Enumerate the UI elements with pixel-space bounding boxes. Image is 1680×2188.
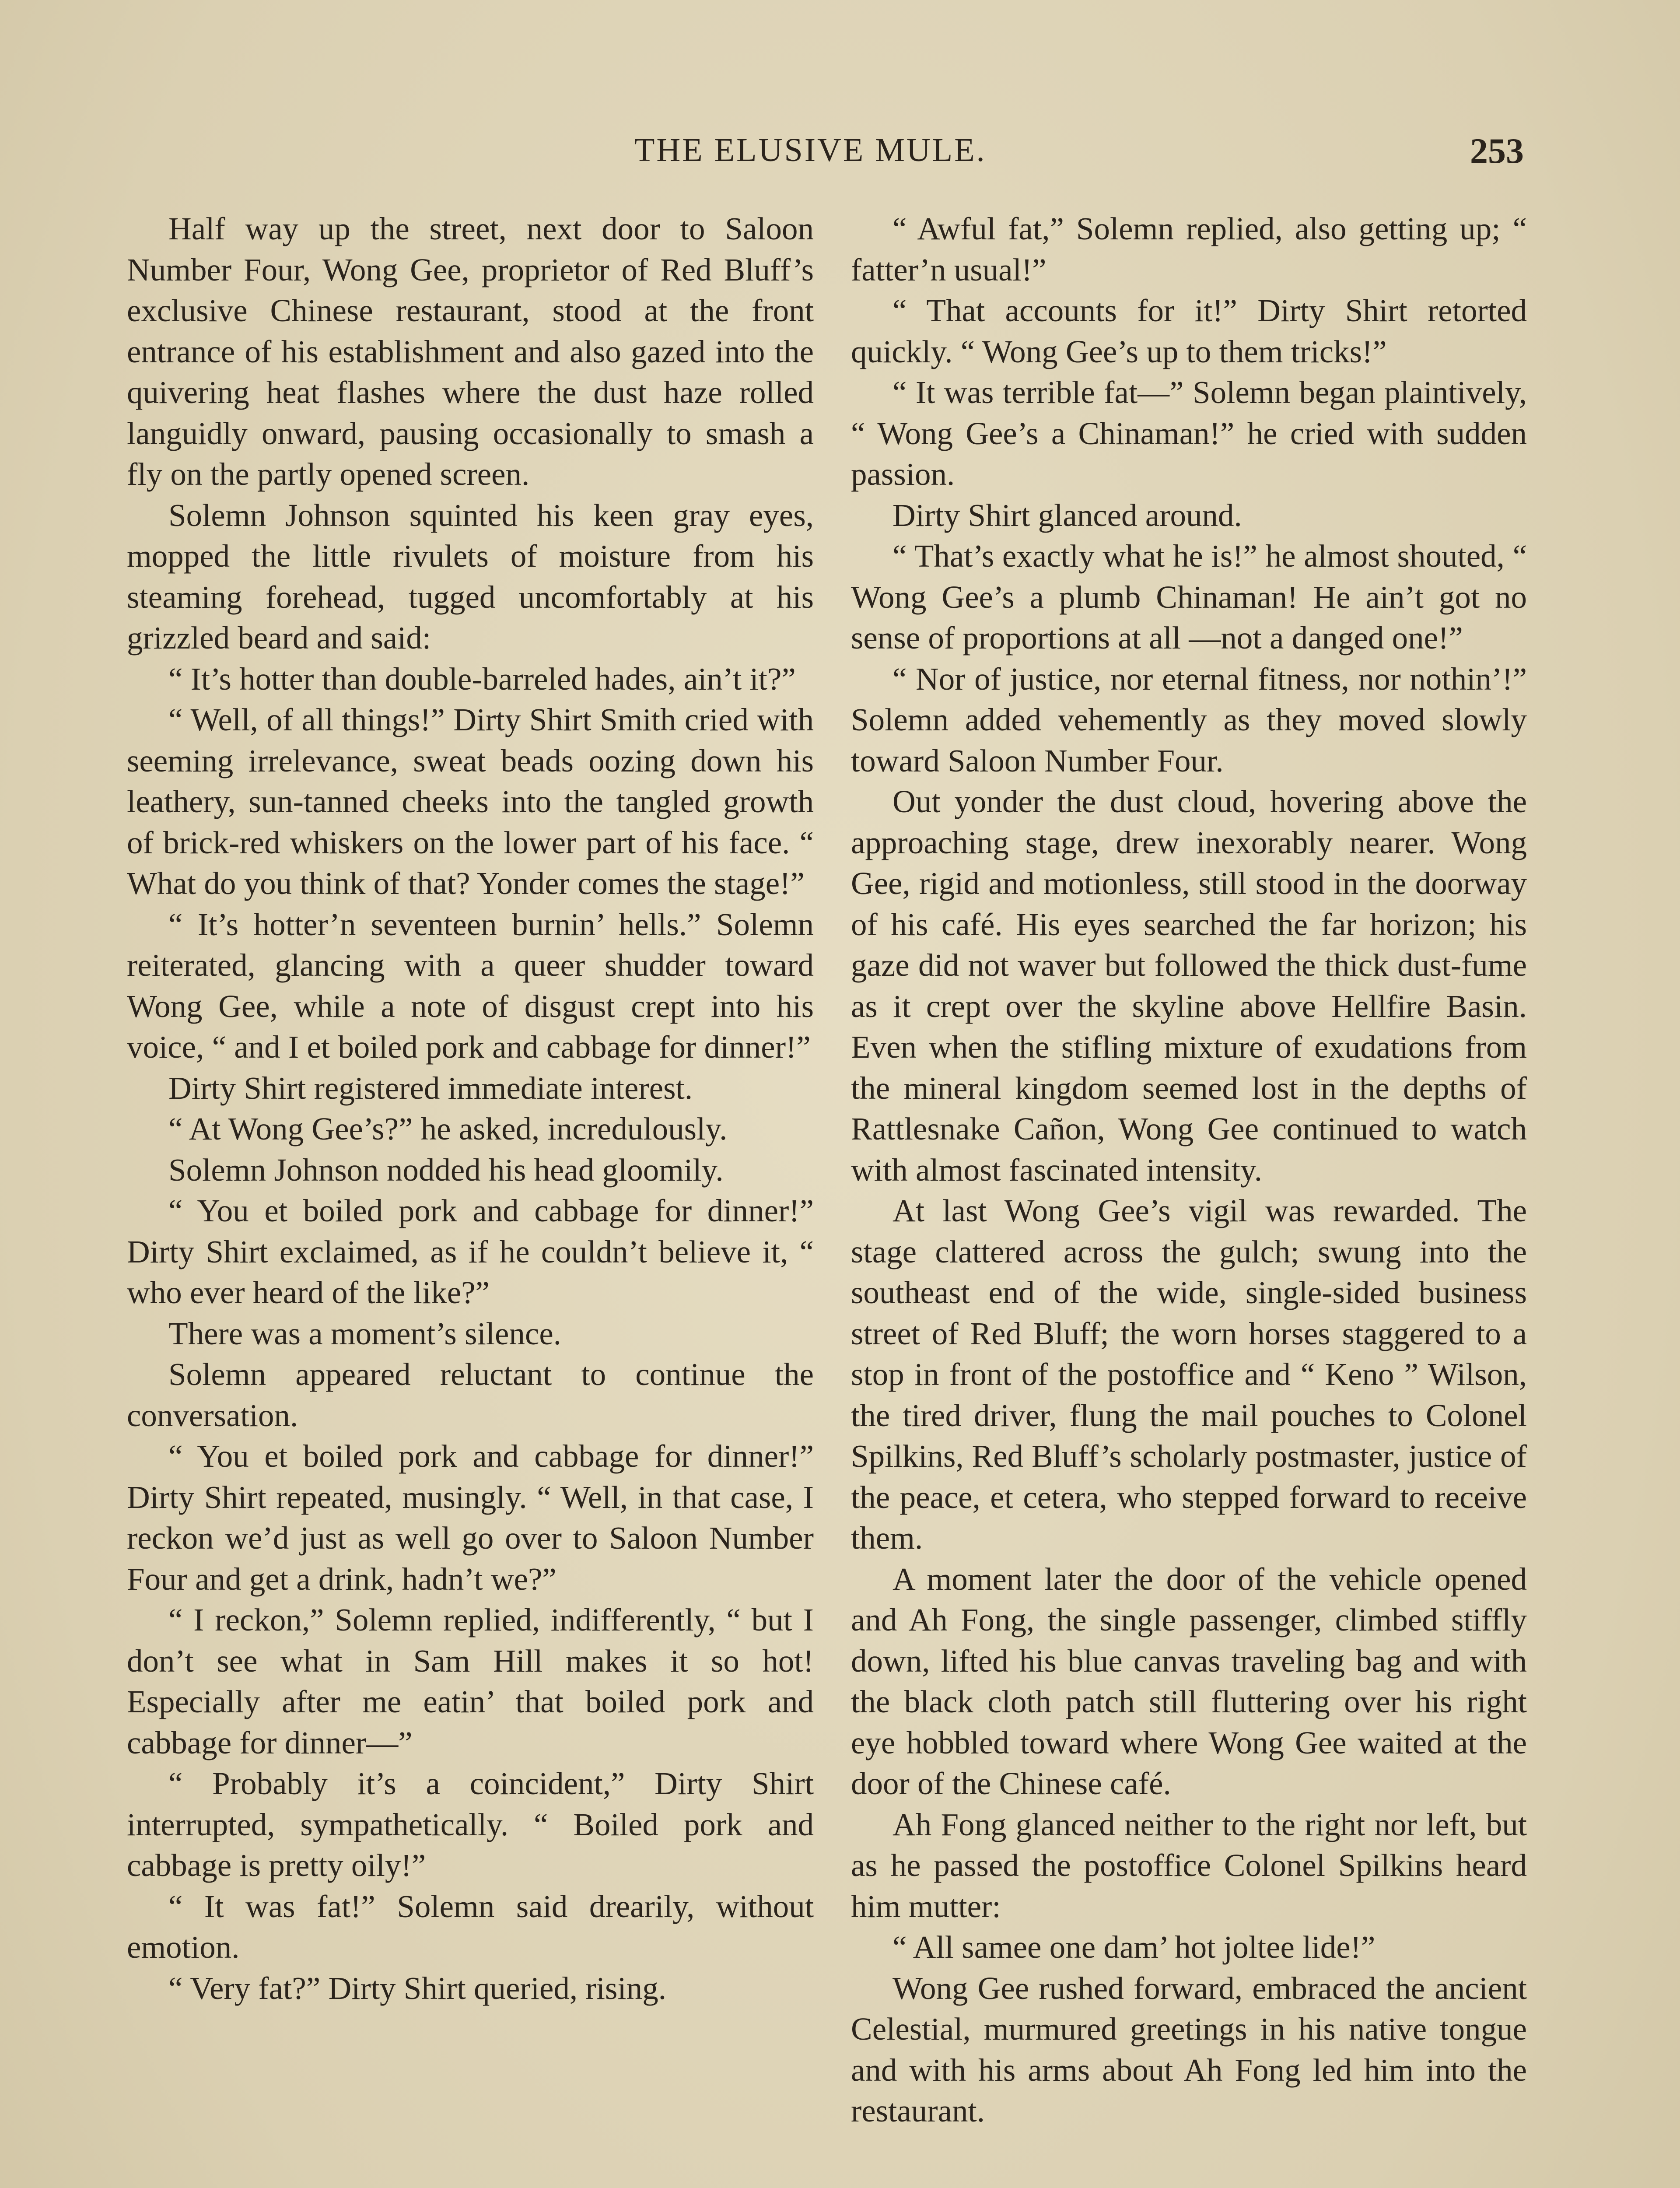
- paragraph: “ That’s exactly what he is!” he almost shouted, “ Wong Gee’s a plumb Chinaman! He ain’t got no sense of proportions at all —not a danged one!”: [851, 538, 1527, 656]
- right-column: [851, 208, 1527, 2132]
- page-header: [0, 127, 1680, 175]
- paragraph: Solemn appeared reluctant to continue the conversation.: [127, 1357, 814, 1433]
- paragraph: “ That accounts for it!” Dirty Shirt retorted quickly. “ Wong Gee’s up to them tricks!”: [851, 293, 1527, 369]
- paragraph: Wong Gee rushed forward, embraced the ancient Celestial, murmured greetings in his native tongue and with his arms about Ah Fong led him into the restaurant.: [851, 1970, 1527, 2128]
- paragraph: Dirty Shirt glanced around.: [892, 497, 1242, 533]
- paragraph: “ You et boiled pork and cabbage for dinner!” Dirty Shirt repeated, musingly. “ Well, in that case, I reckon we’d just as well go over to Saloon Number Four and get a drink, hadn’t we?”: [127, 1438, 814, 1597]
- left-column: [127, 208, 814, 2009]
- paragraph: Solemn Johnson squinted his keen gray eyes, mopped the little rivulets of moisture from his steaming forehead, tugged uncomfortably at his grizzled beard and said:: [127, 497, 814, 656]
- paragraph: “ It was terrible fat—” Solemn began plaintively, “ Wong Gee’s a Chinaman!” he cried with sudden passion.: [851, 375, 1527, 492]
- paragraph: “ At Wong Gee’s?” he asked, incredulously.: [168, 1111, 728, 1147]
- paragraph: Half way up the street, next door to Saloon Number Four, Wong Gee, proprietor of Red Bluff’s exclusive Chinese restaurant, stood at the front entrance of his establishment and also gazed into the quivering heat flashes where the dust haze rolled languidly onward, pausing occasionally to smash a fly on the partly opened screen.: [127, 211, 814, 492]
- paragraph: “ Probably it’s a coincident,” Dirty Shirt interrupted, sympathetically. “ Boiled pork and cabbage is pretty oily!”: [127, 1766, 814, 1883]
- paragraph: A moment later the door of the vehicle opened and Ah Fong, the single passenger, climbed stiffly down, lifted his blue canvas traveling bag and with the black cloth patch still fluttering over his right eye hobbled toward where Wong Gee waited at the door of the Chinese café.: [851, 1561, 1527, 1801]
- paragraph: “ It’s hotter’n seventeen burnin’ hells.” Solemn reiterated, glancing with a queer shudder toward Wong Gee, while a note of disgust crept into his voice, “ and I et boiled pork and cabbage for dinner!”: [127, 906, 814, 1065]
- paragraph: There was a moment’s silence.: [168, 1315, 561, 1351]
- paragraph: Ah Fong glanced neither to the right nor left, but as he passed the postoffice Colonel Spilkins heard him mutter:: [851, 1806, 1527, 1924]
- paragraph: “ It was fat!” Solemn said drearily, without emotion.: [127, 1888, 814, 1965]
- paragraph: “ You et boiled pork and cabbage for dinner!” Dirty Shirt exclaimed, as if he couldn’t believe it, “ who ever heard of the like?”: [127, 1193, 814, 1310]
- running-title: THE ELUSIVE MULE.: [634, 132, 987, 168]
- paragraph: “ I reckon,” Solemn replied, indifferently, “ but I don’t see what in Sam Hill makes it so hot! Especially after me eatin’ that boiled pork and cabbage for dinner—”: [127, 1602, 814, 1760]
- paragraph: Out yonder the dust cloud, hovering above the approaching stage, drew inexorably nearer. Wong Gee, rigid and motionless, still stood in the doorway of his café. His eyes searched the far horizon; his gaze did not waver but followed the thick dust-fume as it crept over the skyline above Hellfire Basin. Even when the stifling mixture of exudations from the mineral kingdom seemed lost in the depths of Rattlesnake Cañon, Wong Gee continued to watch with almost fascinated intensity.: [851, 784, 1527, 1188]
- paragraph: “ Very fat?” Dirty Shirt queried, rising.: [168, 1970, 666, 2006]
- paragraph: At last Wong Gee’s vigil was rewarded. The stage clattered across the gulch; swung into the southeast end of the wide, single-sided business street of Red Bluff; the worn horses staggered to a stop in front of the postoffice and “ Keno ” Wilson, the tired driver, flung the mail pouches to Colonel Spilkins, Red Bluff’s scholarly postmaster, justice of the peace, et cetera, who stepped forward to receive them.: [851, 1193, 1527, 1556]
- paragraph: “ It’s hotter than double-barreled hades, ain’t it?”: [168, 661, 796, 697]
- paragraph: “ All samee one dam’ hot joltee lide!”: [892, 1929, 1376, 1965]
- paragraph: Solemn Johnson nodded his head gloomily.: [168, 1152, 724, 1188]
- paragraph: “ Nor of justice, nor eternal fitness, nor nothin’!” Solemn added vehemently as they moved slowly toward Saloon Number Four.: [851, 661, 1527, 778]
- paragraph: Dirty Shirt registered immediate interest.: [168, 1070, 693, 1106]
- paragraph: “ Awful fat,” Solemn replied, also getting up; “ fatter’n usual!”: [851, 211, 1527, 288]
- paragraph: “ Well, of all things!” Dirty Shirt Smith cried with seeming irrelevance, sweat beads oozing down his leathery, sun-tanned cheeks into the tangled growth of brick-red whiskers on the lower part of his face. “ What do you think of that? Yonder comes the stage!”: [127, 702, 814, 901]
- page-number: 253: [1470, 131, 1524, 171]
